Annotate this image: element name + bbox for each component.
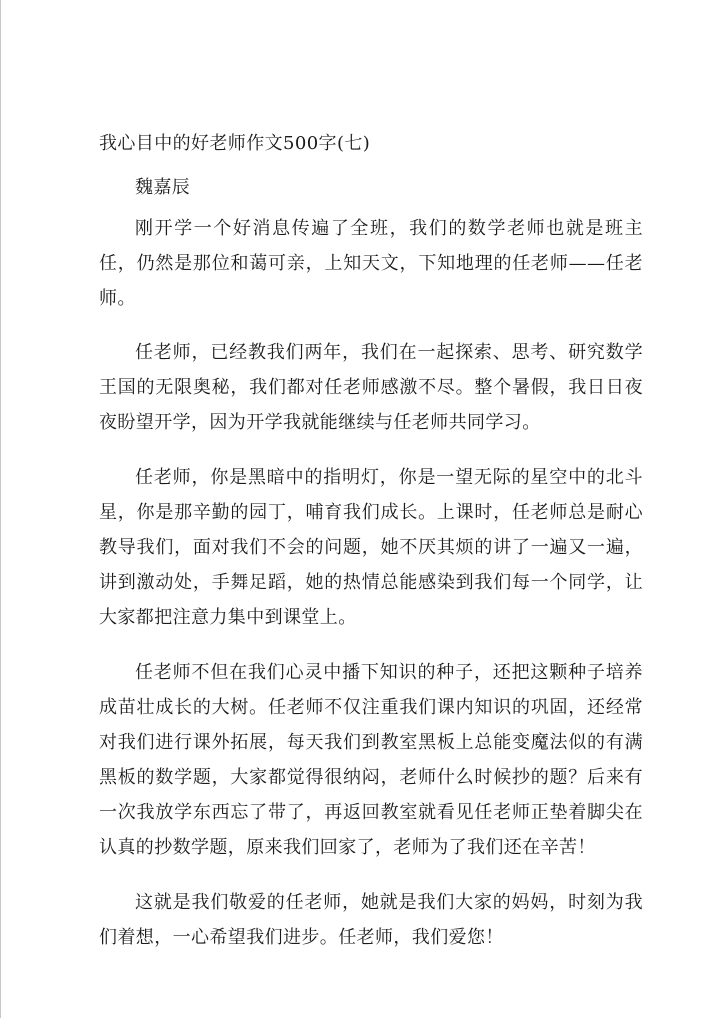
author-name: 魏嘉辰 xyxy=(135,177,191,198)
paragraph: 这就是我们敬爱的任老师，她就是我们大家的妈妈，时刻为我们着想，一心希望我们进步。任老师，我们爱您！ xyxy=(99,892,643,948)
paragraph: 刚开学一个好消息传遍了全班，我们的数学老师也就是班主任，仍然是那位和蔼可亲，上知天文，下知地理的任老师——任老师。 xyxy=(99,218,643,309)
paragraph: 任老师，你是黑暗中的指明灯，你是一望无际的星空中的北斗星，你是那辛勤的园丁，哺育我们成长。上课时，任老师总是耐心教导我们，面对我们不会的问题，她不厌其烦的讲了一遍又一遍，讲到激动处，手舞足蹈，她的热情总能感染到我们每一个同学，让大家都把注意力集中到课堂上。 xyxy=(99,467,643,628)
paragraph: 任老师，已经教我们两年，我们在一起探索、思考、研究数学王国的无限奥秘，我们都对任老师感激不尽。整个暑假，我日日夜夜盼望开学，因为开学我就能继续与任老师共同学习。 xyxy=(99,342,643,433)
document-body xyxy=(99,129,643,955)
paragraph: 任老师不但在我们心灵中播下知识的种子，还把这颗种子培养成苗壮成长的大树。任老师不仅注重我们课内知识的巩固，还经常对我们进行课外拓展，每天我们到教室黑板上总能变魔法似的有满黑板的数学题，大家都觉得很纳闷，老师什么时候抄的题？后来有一次我放学东西忘了带了，再返回教室就看见任老师正垫着脚尖在认真的抄数学题，原来我们回家了，老师为了我们还在辛苦！ xyxy=(99,662,643,858)
document-title: 我心目中的好老师作文500字(七) xyxy=(99,133,371,154)
